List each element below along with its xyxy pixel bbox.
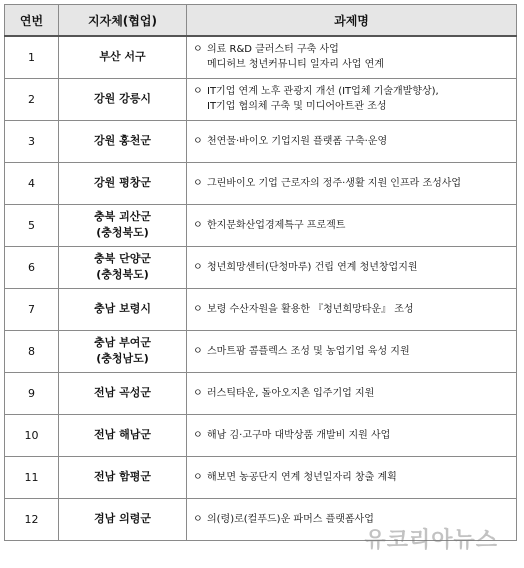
task-text: 러스틱타운, 돌아오지촌 입주기업 지원 (207, 387, 375, 399)
bullet-mark: ㅇ (193, 261, 203, 273)
region-cell (59, 246, 187, 288)
region-cell (59, 78, 187, 120)
task-cell (187, 372, 517, 414)
task-text: 청년희망센터(단청마루) 건립 연계 청년창업지원 (207, 261, 418, 273)
bullet-mark: ㅇ (193, 219, 203, 231)
region-name: 충남 보령시 (94, 302, 151, 315)
table-row (5, 414, 517, 456)
region-name: 부산 서구 (99, 50, 146, 64)
table-row (5, 372, 517, 414)
row-number: 2 (5, 78, 59, 120)
region-cell (59, 120, 187, 162)
task-line (193, 134, 512, 149)
row-number: 4 (5, 162, 59, 204)
region-cell (59, 288, 187, 330)
task-text: 보령 수산자원을 활용한 『청년희망타운』 조성 (207, 303, 414, 315)
task-line (193, 42, 512, 57)
bullet-mark: ㅇ (193, 513, 203, 525)
region-name: 전남 해남군 (94, 428, 151, 441)
region-name: (충청남도) (96, 352, 149, 365)
region-cell (59, 498, 187, 540)
table-row (5, 78, 517, 120)
region-name: 경남 의령군 (94, 512, 151, 525)
region-name: (충청북도) (96, 226, 149, 239)
task-text: IT기업 협의체 구축 및 미디어아트관 조성 (207, 101, 387, 112)
task-text: 그린바이오 기업 근로자의 정주·생활 지원 인프라 조성사업 (207, 177, 462, 189)
bullet-mark (193, 99, 207, 114)
task-text: IT기업 연계 노후 관광지 개선 (IT업체 기술개발향상), (207, 86, 439, 97)
row-number: 3 (5, 120, 59, 162)
row-number: 7 (5, 288, 59, 330)
bullet-mark: ㅇ (193, 471, 203, 483)
bullet-mark: ㅇ (193, 345, 203, 357)
table-row (5, 288, 517, 330)
region-name: 강원 강릉시 (94, 92, 151, 105)
header-task: 과제명 (187, 5, 517, 37)
region-cell (59, 36, 187, 78)
table-row (5, 456, 517, 498)
task-line (193, 57, 512, 72)
row-number: 11 (5, 456, 59, 498)
bullet-mark: ㅇ (193, 177, 203, 189)
table-row (5, 162, 517, 204)
region-name: 충남 부여군 (94, 336, 151, 349)
region-name: 강원 홍천군 (94, 134, 151, 147)
task-line (193, 99, 512, 114)
table-row (5, 204, 517, 246)
task-cell (187, 36, 517, 78)
row-number: 8 (5, 330, 59, 372)
region-name: 충북 단양군 (94, 252, 151, 265)
task-cell (187, 78, 517, 120)
task-text: 스마트팜 콤플렉스 조성 및 농업기업 육성 지원 (207, 345, 410, 357)
task-cell (187, 120, 517, 162)
table-row (5, 330, 517, 372)
task-text: 의(령)로(컬푸드)운 파머스 플랫폼사업 (207, 513, 374, 525)
task-line (193, 260, 512, 275)
task-cell (187, 330, 517, 372)
table-row (5, 36, 517, 78)
bullet-mark: ㅇ (193, 44, 203, 56)
bullet-mark (193, 57, 207, 72)
task-cell (187, 288, 517, 330)
task-line (193, 428, 512, 443)
region-cell (59, 204, 187, 246)
task-line (193, 512, 512, 527)
project-table (4, 4, 517, 541)
row-number: 6 (5, 246, 59, 288)
task-line (193, 344, 512, 359)
header-region: 지자체(협업) (59, 5, 187, 37)
region-cell (59, 162, 187, 204)
header-number: 연번 (5, 5, 59, 37)
task-line (193, 386, 512, 401)
task-text: 한지문화산업경제특구 프로젝트 (207, 219, 346, 231)
bullet-mark: ㅇ (193, 86, 203, 97)
task-cell (187, 414, 517, 456)
region-cell (59, 414, 187, 456)
task-cell (187, 162, 517, 204)
task-cell (187, 456, 517, 498)
task-text: 의료 R&D 클러스터 구축 사업 (207, 44, 339, 56)
region-name: (충청북도) (96, 268, 149, 281)
task-line (193, 302, 512, 317)
bullet-mark: ㅇ (193, 387, 203, 399)
region-name: 강원 평창군 (94, 176, 151, 189)
row-number: 5 (5, 204, 59, 246)
watermark: 유코리아뉴스 (364, 528, 498, 553)
row-number: 10 (5, 414, 59, 456)
task-text: 천연물·바이오 기업지원 플랫폼 구축·운영 (207, 135, 388, 147)
table-row (5, 498, 517, 540)
table-row (5, 246, 517, 288)
region-cell (59, 456, 187, 498)
task-text: 해보면 농공단지 연계 청년일자리 창출 계획 (207, 471, 397, 483)
region-cell (59, 372, 187, 414)
row-number: 9 (5, 372, 59, 414)
task-line (193, 470, 512, 485)
task-line (193, 84, 512, 99)
bullet-mark: ㅇ (193, 135, 203, 147)
bullet-mark: ㅇ (193, 429, 203, 441)
task-text: 메디허브 청년커뮤니티 일자리 사업 연계 (207, 59, 384, 71)
region-name: 전남 함평군 (94, 470, 151, 483)
task-cell (187, 246, 517, 288)
table-header-row (5, 5, 517, 37)
row-number: 12 (5, 498, 59, 540)
table-body (5, 36, 517, 540)
task-cell (187, 498, 517, 540)
task-line (193, 218, 512, 233)
region-name: 전남 곡성군 (94, 386, 151, 399)
task-text: 해남 김·고구마 대박상품 개발비 지원 사업 (207, 429, 391, 441)
bullet-mark: ㅇ (193, 303, 203, 315)
task-cell (187, 204, 517, 246)
region-name: 충북 괴산군 (94, 210, 151, 223)
task-line (193, 176, 512, 191)
row-number: 1 (5, 36, 59, 78)
table-row (5, 120, 517, 162)
region-cell (59, 330, 187, 372)
